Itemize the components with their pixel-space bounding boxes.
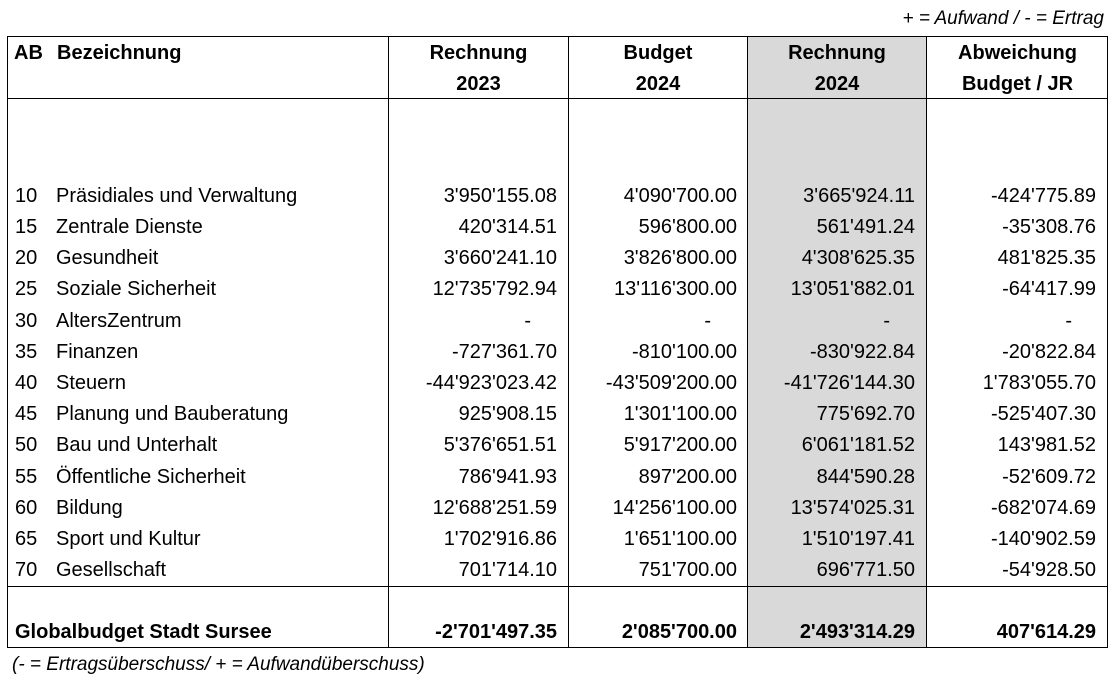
table-row: 10 Präsidiales und Verwaltung 3'950'155.08 4'090'700.00 3'665'924.11 -424'775.89 [15, 185, 1096, 207]
table-row: 15 Zentrale Dienste 420'314.51 596'800.00 561'491.24 -35'308.76 [15, 216, 1096, 238]
footnote: (- = Ertragsüberschuss/ + = Aufwandüberschuss) [12, 654, 425, 675]
total-divider [7, 586, 1108, 587]
table-row: 55 Öffentliche Sicherheit 786'941.93 897'200.00 844'590.28 -52'609.72 [15, 466, 1096, 488]
table-row: 40 Steuern -44'923'023.42 -43'509'200.00 -41'726'144.30 1'783'055.70 [15, 372, 1096, 394]
table-row: 65 Sport und Kultur 1'702'916.86 1'651'100.00 1'510'197.41 -140'902.59 [15, 528, 1096, 550]
header-bezeichnung: Bezeichnung [57, 42, 182, 64]
header-abweichung: Abweichung Budget / JR [958, 42, 1077, 95]
table-row: 20 Gesundheit 3'660'241.10 3'826'800.00 4'308'625.35 481'825.35 [15, 247, 1096, 269]
header-rechnung-2023: Rechnung 2023 [429, 42, 528, 95]
total-row: Globalbudget Stadt Sursee -2'701'497.35 2'085'700.00 2'493'314.29 407'614.29 [15, 621, 1096, 643]
table-row: 30 AltersZentrum - - - - [15, 310, 1072, 332]
table-row: 35 Finanzen -727'361.70 -810'100.00 -830'922.84 -20'822.84 [15, 341, 1096, 363]
table-row: 70 Gesellschaft 701'714.10 751'700.00 696'771.50 -54'928.50 [15, 559, 1096, 581]
table-row: 25 Soziale Sicherheit 12'735'792.94 13'116'300.00 13'051'882.01 -64'417.99 [15, 278, 1096, 300]
sign-legend: + = Aufwand / - = Ertrag [902, 8, 1104, 29]
table-row: 50 Bau und Unterhalt 5'376'651.51 5'917'200.00 6'061'181.52 143'981.52 [15, 434, 1096, 456]
header-rechnung-2024: Rechnung 2024 [788, 42, 886, 95]
header-ab: AB [14, 42, 43, 64]
header-budget-2024: Budget 2024 [623, 42, 693, 95]
table-row: 60 Bildung 12'688'251.59 14'256'100.00 13'574'025.31 -682'074.69 [15, 497, 1096, 519]
table-row: 45 Planung und Bauberatung 925'908.15 1'301'100.00 775'692.70 -525'407.30 [15, 403, 1096, 425]
